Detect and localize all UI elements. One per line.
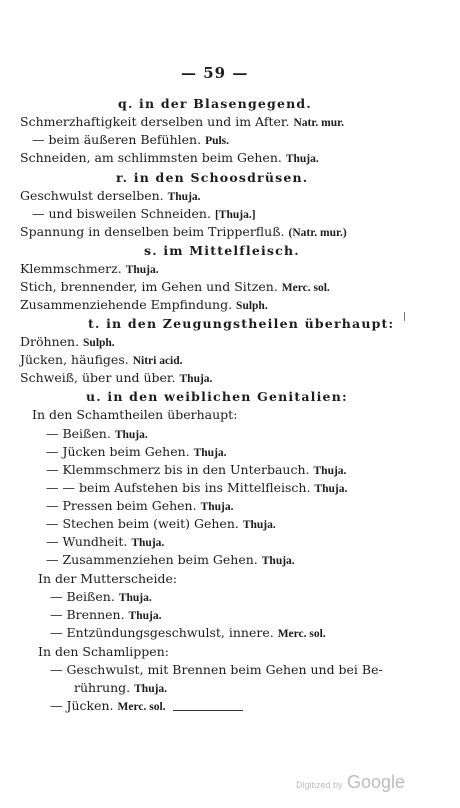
remedy-name: (Natr. mur.) <box>288 227 347 239</box>
remedy-name: Thuja. <box>193 447 227 459</box>
text-line <box>38 571 177 586</box>
line-text: — Entzündungsgeschwulst, innere. <box>50 625 274 640</box>
text-line <box>20 352 183 369</box>
text-line <box>20 114 344 131</box>
line-text: r. in den Schoosdrüsen. <box>116 170 309 185</box>
remedy-name: Thuja. <box>167 191 201 203</box>
line-text: Schneiden, am schlimmsten beim Gehen. <box>20 150 282 165</box>
digitized-prefix: Digitized by <box>296 780 343 790</box>
remedy-name: Natr. mur. <box>293 117 345 129</box>
line-text: — Klemmschmerz bis in den Unterbauch. <box>46 462 310 477</box>
line-text: — und bisweilen Schneiden. <box>32 206 211 221</box>
text-line <box>46 426 148 443</box>
line-text: Zusammenziehende Empfindung. <box>20 297 233 312</box>
line-text: In der Mutterscheide: <box>38 571 178 586</box>
line-text: — Wundheit. <box>46 534 128 549</box>
text-line <box>50 589 152 606</box>
remedy-name: Merc. sol. <box>117 701 166 713</box>
text-line <box>46 462 346 479</box>
text-line <box>20 297 268 314</box>
text-line <box>74 680 167 697</box>
line-text: Jücken, häufiges. <box>20 352 129 367</box>
text-line <box>50 698 166 715</box>
line-text: q. in der Blasengegend. <box>118 96 312 111</box>
text-line <box>20 334 115 351</box>
text-line <box>50 607 161 624</box>
line-text: Klemmschmerz. <box>20 261 122 276</box>
line-text: u. in den weiblichen Genitalien: <box>86 389 348 404</box>
remedy-name: Sulph. <box>83 337 115 349</box>
text-line <box>50 625 326 642</box>
remedy-name: Nitri acid. <box>132 355 183 367</box>
section-heading <box>88 316 394 331</box>
remedy-name: Thuja. <box>261 555 295 567</box>
remedy-name: [Thuja.] <box>214 209 256 221</box>
line-text: — Brennen. <box>50 607 125 622</box>
text-line <box>20 261 159 278</box>
end-rule <box>173 710 243 711</box>
digitized-watermark <box>296 772 405 793</box>
line-text: — Stechen beim (weit) Gehen. <box>46 516 239 531</box>
remedy-name: Thuja. <box>118 592 152 604</box>
line-text: — — beim Aufstehen bis ins Mittelfleisch. <box>46 480 311 495</box>
line-text: Dröhnen. <box>20 334 80 349</box>
remedy-name: Thuja. <box>285 153 319 165</box>
section-heading <box>118 96 312 111</box>
page-number: — 59 — <box>181 64 249 82</box>
remedy-name: Thuja. <box>242 519 276 531</box>
text-line <box>32 206 256 223</box>
line-text: — Pressen beim Gehen. <box>46 498 197 513</box>
line-text: — Jücken beim Gehen. <box>46 444 190 459</box>
text-line <box>20 224 347 241</box>
line-text: Stich, brennender, im Gehen und Sitzen. <box>20 279 278 294</box>
remedy-name: Sulph. <box>236 300 268 312</box>
remedy-name: Thuja. <box>125 264 159 276</box>
text-line <box>46 552 295 569</box>
line-text: — Jücken. <box>50 698 114 713</box>
line-text: t. in den Zeugungstheilen überhaupt: <box>88 316 395 331</box>
remedy-name: Merc. sol. <box>281 282 330 294</box>
line-text: s. im Mittelfleisch. <box>144 243 300 258</box>
text-line <box>46 498 234 515</box>
text-line <box>38 644 169 659</box>
remedy-name: Thuja. <box>314 483 348 495</box>
text-line <box>46 444 227 461</box>
line-text: In den Schamtheilen überhaupt: <box>32 407 238 422</box>
margin-mark <box>404 312 405 321</box>
line-text: Schmerzhaftigkeit derselben und im After. <box>20 114 290 129</box>
line-text: Geschwulst derselben. <box>20 188 164 203</box>
section-heading <box>144 243 300 258</box>
line-text: — Geschwulst, mit Brennen beim Gehen und bei Be- <box>50 662 383 677</box>
line-text: — Zusammenziehen beim Gehen. <box>46 552 258 567</box>
text-line <box>20 150 319 167</box>
remedy-name: Merc. sol. <box>277 628 326 640</box>
line-text: — Beißen. <box>46 426 111 441</box>
remedy-name: Thuja. <box>114 429 148 441</box>
remedy-name: Puls. <box>205 135 230 147</box>
text-line <box>32 407 237 422</box>
line-text: — Beißen. <box>50 589 115 604</box>
line-text: Schweiß, über und über. <box>20 370 176 385</box>
remedy-name: Thuja. <box>200 501 234 513</box>
text-line <box>46 516 276 533</box>
google-logo: Google <box>346 772 406 792</box>
remedy-name: Thuja. <box>128 610 162 622</box>
text-line <box>32 132 229 149</box>
text-line <box>20 279 330 296</box>
section-heading <box>86 389 348 404</box>
remedy-name: Thuja. <box>179 373 213 385</box>
text-line <box>46 480 347 497</box>
text-line <box>50 662 383 677</box>
text-line <box>20 370 212 387</box>
text-line <box>20 188 201 205</box>
remedy-name: Thuja. <box>131 537 165 549</box>
remedy-name: Thuja. <box>313 465 347 477</box>
remedy-name: Thuja. <box>134 683 168 695</box>
line-text: rührung. <box>74 680 131 695</box>
line-text: In den Schamlippen: <box>38 644 169 659</box>
line-text: — beim äußeren Befühlen. <box>32 132 202 147</box>
text-line <box>46 534 164 551</box>
section-heading <box>116 170 308 185</box>
line-text: Spannung in denselben beim Tripperfluß. <box>20 224 285 239</box>
